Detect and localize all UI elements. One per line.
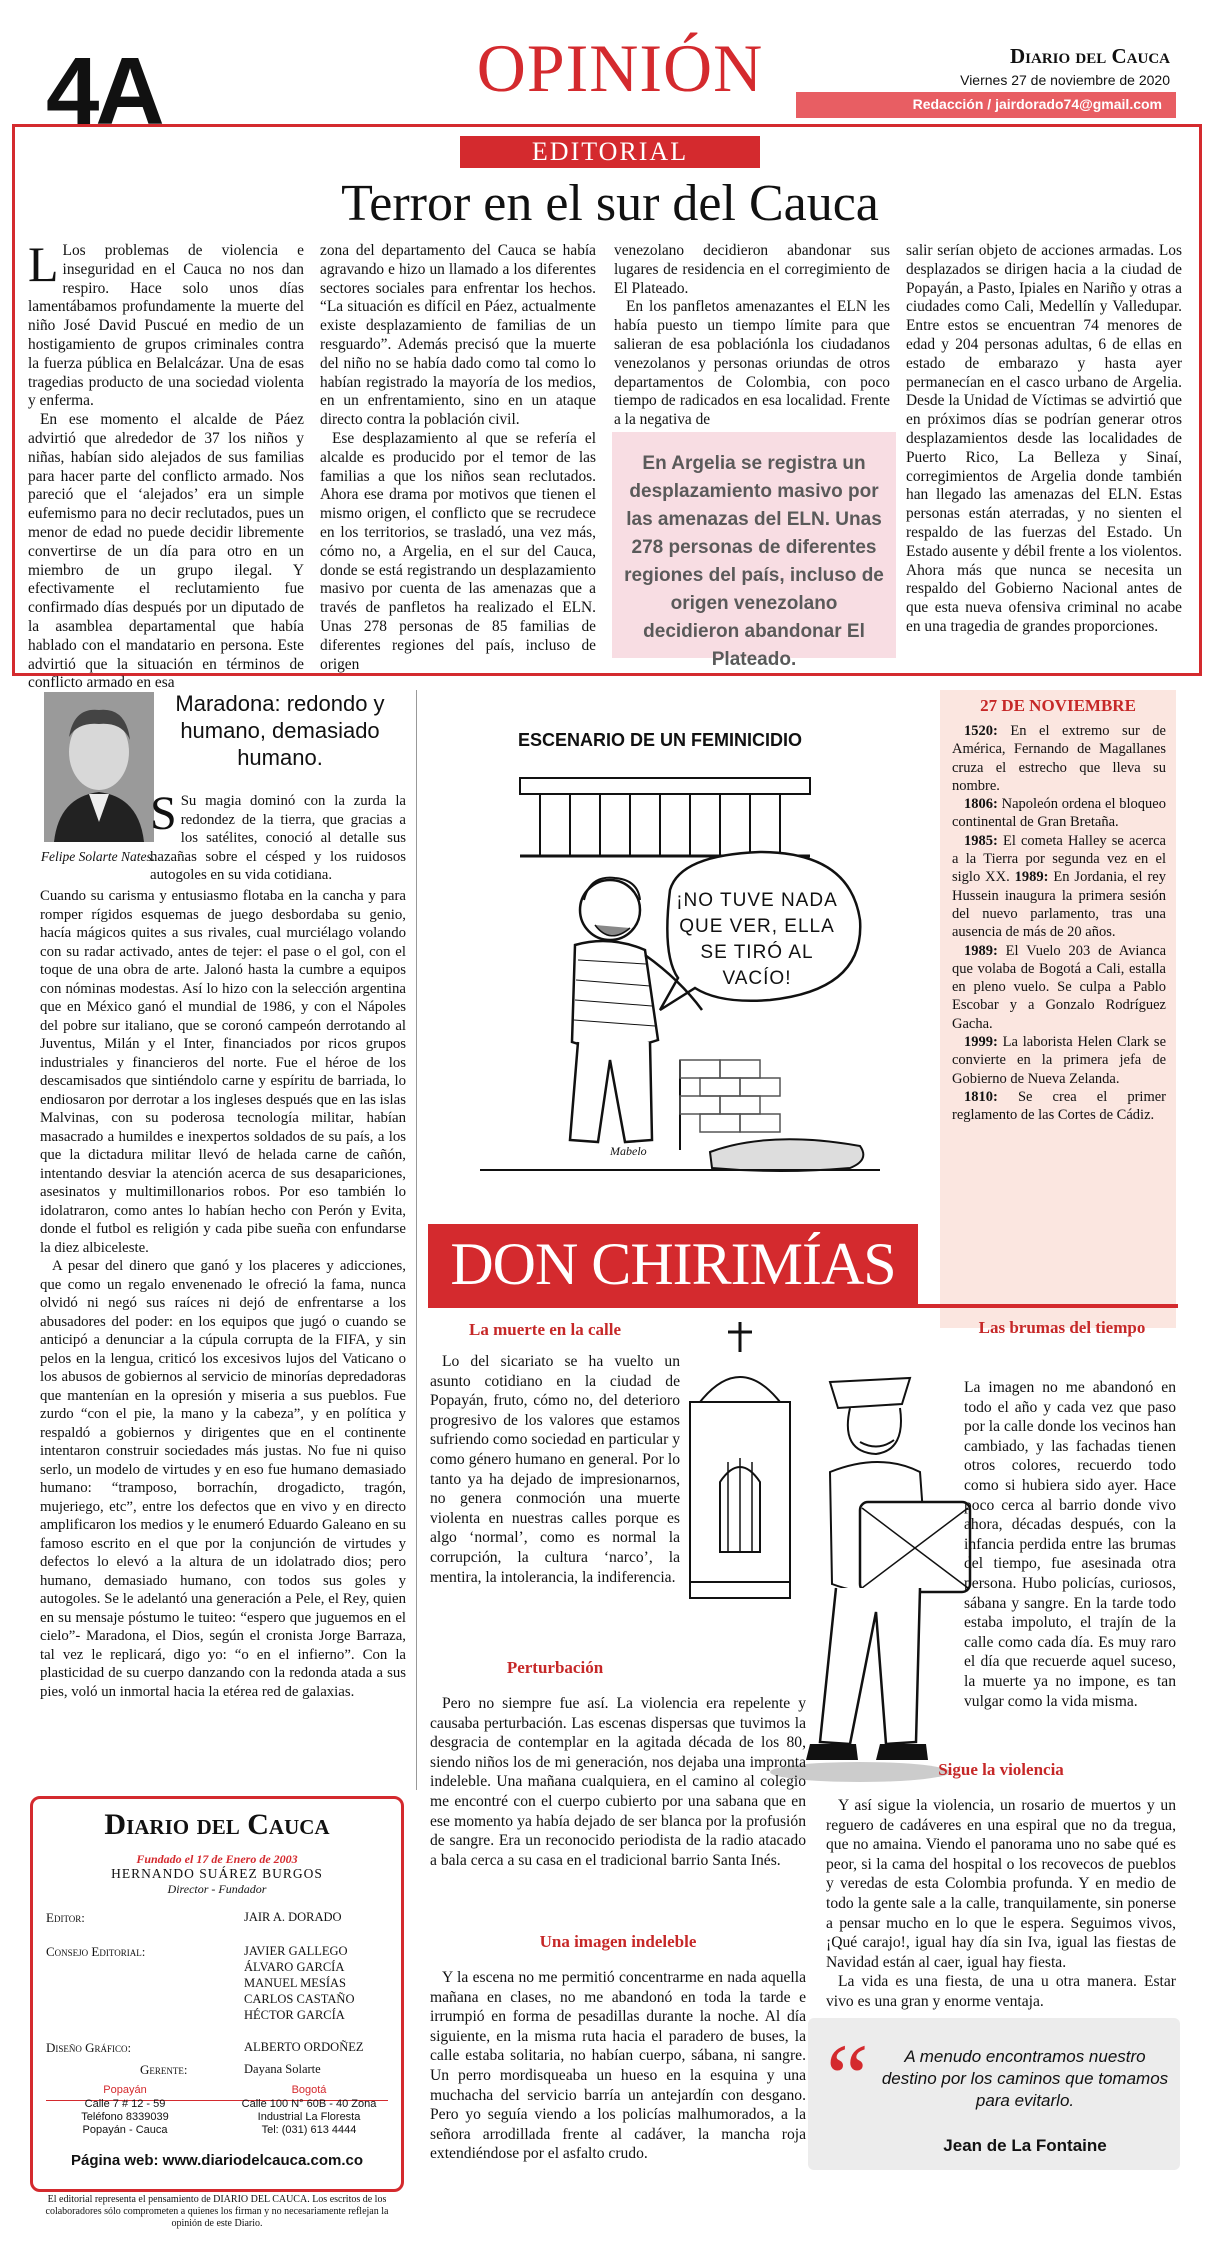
column-intro <box>150 787 406 888</box>
staff-board-member: CARLOS CASTAÑO <box>244 1992 355 2006</box>
section-body <box>430 1352 680 1587</box>
editorial-paragraph: En ese momento el alcalde de Páez advirtió que alrededor de 37 los niños y niñas, habían sido alejados de sus familias para hacer parte del conflicto armado. Nos pareció que el ‘alejados’ era un simple eufemismo para no decir reclutados, pues un menor de edad no puede decidir libremente convertirse de un día para otro en un miembro de un grupo ilegal. Y efectivamente el reclutamiento fue confirmado días después por un diputado de la asamblea departamental que había hablado con el mandatario en persona. Este advirtió que la situación en términos de conflicto armado en esa <box>28 411 304 692</box>
newspaper-name: Diario del Cauca <box>1009 44 1170 68</box>
editorial-title: Terror en el sur del Cauca <box>341 175 879 232</box>
section-paragraph: Lo del sicariato se ha vuelto un asunto cotidiano en la ciudad de Popayán, fruto, cómo no, del deterioro progresivo de los valores que estamos sufriendo como sociedad en particular y como género humano en general. Por lo tanto ya ha dejado de impresionarnos, no genera conmoción una muerte violenta en nuestras calles porque es algo ‘normal’, como es normal la corrupción, la cultura ‘narco’, la mentira, la intolerancia, la indiferencia. <box>430 1353 680 1586</box>
section-paragraph: La vida es una fiesta, de una u otra manera. Estar vivo es una gran y enorme ventaja. <box>826 1973 1176 2010</box>
cartoon-speech-bubble: ¡NO TUVE NADA QUE VER, ELLA SE TIRÓ AL VACÍO! <box>676 890 838 989</box>
staff-address-line: Teléfono 8339039 <box>81 2111 169 2123</box>
ephemeris-year: 1999: <box>964 1034 998 1051</box>
publication-date: Viernes 27 de noviembre de 2020 <box>960 72 1170 88</box>
editorial-paragraph: venezolano decidieron abandonar sus lugares de residencia en el corregimiento de El Plateado. <box>614 242 890 297</box>
ephemeris-year: 1989: <box>964 942 998 959</box>
ephemeris-item <box>952 942 1166 1033</box>
staff-board-member: JAVIER GALLEGO <box>244 1944 348 1958</box>
staff-disclaimer: El editorial representa el pensamiento de DIARIO DEL CAUCA. Los escritos de los colaboradores sólo comprometen a quienes los firman y no necesariamente reflejan la opinión de este Diario. <box>45 2194 389 2229</box>
ephemeris-text: En Jordania, el rey Hussein inaugura la primera sesión del nuevo parlamento, tras una ausencia de más de 20 años. <box>952 869 1166 941</box>
cartoon-caption: ESCENARIO DE UN FEMINICIDIO <box>517 730 803 750</box>
ephemeris-item <box>952 832 1166 942</box>
staff-address-line: Tel: (031) 613 4444 <box>261 2124 357 2136</box>
section-heading: Una imagen indeleble <box>539 1932 697 1951</box>
editorial-paragraph: zona del departamento del Cauca se había agravando e hizo un llamado a los diferentes sectores sociales para enfrentar los hechos. “La situación es difícil en Páez, actualmente existe desplazamiento de familias de un resguardo”. Además precisó que la muerte del niño no se había dado como tal como lo habían registrado la mayoría de los medios, en un enfrentamiento, sino en un ataque directo contra la población civil. <box>320 242 596 429</box>
ephemerides-title: 27 DE NOVIEMBRE <box>980 696 1136 715</box>
editorial-label: EDITORIAL <box>460 136 760 168</box>
section-heading: Perturbación <box>506 1658 604 1677</box>
section-heading: Las brumas del tiempo <box>978 1318 1146 1337</box>
staff-address-line: Industrial La Floresta <box>257 2111 361 2123</box>
page-number: 4A <box>46 38 161 145</box>
column-body <box>40 887 406 1785</box>
ephemeris-year: 1806: <box>964 796 998 813</box>
section-body <box>430 1968 806 2164</box>
staff-founder-role: Director - Fundador <box>167 1882 267 1896</box>
ephemeris-item <box>952 1033 1166 1088</box>
ephemeris-text: El Vuelo 203 de Avianca que volaba de Bogotá a Cali, estalla en pleno vuelo. Se culpa a Pablo Escobar y a Gonzalo Rodríguez Gacha. <box>952 942 1167 1032</box>
author-photo <box>44 692 154 842</box>
column-paragraph: Cuando su carisma y entusiasmo flotaba en la cancha y para romper rígidos esquemas de juego desbordaba su genio, hacía mágicos quites a sus rivales, cual murciélago volando con su radar activado, antes de tejer: el pase o el gol, con el toque de una obra de arte. Jalonó hasta la cumbre a equipos con nóminas modestas. Así lo hizo con la selección argentina que en México ganó el mundial de 1986, y con el Nápoles del pobre sur italiano, que se coronó campeón derrotando al Juventus, Milán y el Inter, financiados por ricos grupos industriales y financieros del norte. Fue el héroe de los descamisados que sintiéndolo carne y espíritu de barriada, lo endiosaron por derrotar a los ingleses después que en las islas Malvinas, con su poderosa tecnología militar, habían masacrado a humildes e inexpertos soldados de su país, a los que la dictadura militar llevó de helada carne de cañón, intentando desviar la atención acerca de sus desapariciones, asesinatos y multimillonarios robos. Por eso también lo idolatraron, como antes lo habían hecho con Perón y Evita, donde el futbol es religión y cada pibe sueña con enfundarse la diez albiceleste. <box>40 888 406 1256</box>
ephemeris-item <box>952 795 1166 832</box>
staff-city-popayan: Popayán <box>103 2084 147 2096</box>
section-title: OPINIÓN <box>476 30 764 106</box>
editorial-column-2 <box>320 242 596 673</box>
ephemeris-text: La laborista Helen Clark se convierte en la primera jefa de Gobierno de Nueva Zelanda. <box>952 1034 1167 1087</box>
column-divider <box>416 690 417 1790</box>
section-body <box>430 1694 806 1870</box>
staff-newspaper-name: Diario del Cauca <box>104 1808 330 1841</box>
editorial-column-3 <box>614 242 890 429</box>
staff-address-line: Calle 100 N° 60B - 40 Zona <box>241 2098 377 2110</box>
cartoon-signature: Mabelo <box>610 1144 647 1158</box>
column-paragraph: A pesar del dinero que ganó y los placeres y adicciones, que como un regalo envenenado le ofreció la fama, nunca olvidó ni negó sus raíces ni dejó de enfrentarse a los abusadores del poder: en los equipos que jugó o cuando se anticipó a denunciar a la cúpula corrupta de la FIFA, y sin pelos en la lengua, criticó los excesivos lujos del Vaticano o los abusos de gobiernos al servicio de minorías depredadoras que mantenían en la opresión y miseria a sus pueblos. Fue zurdo “con el pie, la mano y la cabeza”, y en política y respaldó a gobiernos y dirigentes que en el continente intentaron construir sociedades más justas. No fue ni quiso serlo, un modelo de virtudes y en eso fue humano demasiado humano: “tramposo, borrachín, drogadicto, tragón, mujeriego, etc”, entre los defectos que en vivo y en directo amplificaron los medios y le enumeró Eduardo Galeano en su famoso escrito en el que por la conjunción de virtudes y defectos lo elevó a la altura de un idolatrado dios; pero humano, demasiado humano, con todos sus goles y autogoles. Se le adelantó una generación a Pele, el Rey, quien en su mensaje póstumo le tuiteo: “espero que juguemos en el cielo”- Maradona, el Dios, según el cronista Jorge Barraza, tal vez le replicará, digo yo: “o en el infierno”. Con la plasticidad de su cuerpo danzando con la redonda atada a sus pies, voló un inmortal hacia la etérea red de galaxias. <box>40 1258 406 1700</box>
intro-text: Su magia dominó con la zurda la redondez de la tierra, que gracias a los satélites, conoció al detalle sus hazañas sobre el césped y los ruidosos autogoles en su vida cotidiana. <box>150 793 406 883</box>
ephemeris-year: 1810: <box>964 1088 998 1105</box>
staff-board-member: HÉCTOR GARCÍA <box>244 2008 345 2022</box>
editorial-paragraph: salir serían objeto de acciones armadas. Los desplazados se dirigen hacia a la ciudad de Popayán, a Pasto, Ipiales en Nariño y otras a ciudades como Cali, Medellín y Valledupar. Entre estos se encuentran 74 menores de edad y 204 personas adultas, 6 de ellas en estado de embarazo y hasta ayer permanecían en el casco urbano de Argelia. Desde la Unidad de Víctimas se advirtió que en próximos días se podrían generar otros desplazamientos desde las localidades de Puerto Rico, La Belleza y Sinaí, corregimientos de Argelia donde también han llegado las amenazas del ELN. Estas personas están aterradas, y no sienten el respaldo de las fuerzas del Estado. Un Estado ausente y débil frente a los violentos. Ahora más que nunca se necesita un respaldo del Gobierno Nacional antes de que esta nueva ofensiva criminal no acabe en una tragedia de grandes proporciones. <box>906 242 1182 635</box>
staff-board-label: Consejo Editorial: <box>46 1944 146 1959</box>
staff-board-member: ÁLVARO GARCÍA <box>244 1960 345 1974</box>
don-chirimias-title: DON CHIRIMÍAS <box>450 1231 896 1297</box>
drop-cap: S <box>150 787 177 840</box>
staff-editor-label: Editor: <box>46 1910 85 1925</box>
author-portrait-icon <box>44 692 154 842</box>
section-heading: La muerte en la calle <box>468 1320 621 1339</box>
author-name: Felipe Solarte Nates. <box>40 849 156 864</box>
ephemeris-text: Se crea el primer reglamento de las Cortes de Cádiz. <box>952 1088 1166 1124</box>
ephemeris-year: 1985: <box>964 832 998 849</box>
ephemerides-list <box>952 722 1166 1125</box>
section-heading: Sigue la violencia <box>938 1760 1064 1779</box>
ephemeris-text: En el extremo sur de América, Fernando de Magallanes cruza el estrecho que lleva su nombre. <box>952 723 1166 794</box>
staff-manager-label: Gerente: <box>140 2062 188 2077</box>
section-body <box>826 1378 1176 1711</box>
quote-mark-icon: “ <box>826 2024 869 2131</box>
section-paragraph: Y la escena no me permitió concentrarme en nada aquella mañana en clases, no me abandonó en toda la tarde e irrumpió en forma de pesadillas durante la noche. Al día siguiente, en la misma ruta hacia el paradero de buses, la calle estaba solitaria, no habían cuerpo, sábana, ni sangre. Un perro mordisqueaba un hueso en la esquina y una muchacha del servicio barría un antejardín con desgano. Pero yo seguía viendo a los policías malhumorados, a la señora arrodillada frente al cadáver, la mancha roja extendiéndose por el asfalto crudo. <box>430 1969 806 2163</box>
staff-address-line: Calle 7 # 12 - 59 <box>84 2098 166 2110</box>
editorial-column-1 <box>28 236 304 692</box>
ephemeris-item <box>952 722 1166 795</box>
staff-board-member: MANUEL MESÍAS <box>244 1976 346 1990</box>
quote-author: Jean de La Fontaine <box>943 2136 1107 2155</box>
editorial-column-4 <box>906 242 1182 666</box>
section-body <box>826 1796 1176 2012</box>
section-paragraph: La imagen no me abandonó en todo el año y cada vez que paso por la calle donde los vecinos han cambiado, y las fachadas tienen otros colores, recuerdo todo como si hubiera sido ayer. Hace poco cerca al barrio donde vivo ahora, décadas después, con la infancia perdida entre las brumas del tiempo, fue asesinada otra persona. Hubo policías, curiosos, sábana y sangre. En la tarde todo estaba impoluto, el trajín de la calle como cada día. Es muy raro el día que recuerde aquel suceso, la muerte ya no impone, es tan vulgar como la vida misma. <box>964 1379 1176 1710</box>
ephemeris-text: Napoleón ordena el bloqueo continental de Gran Bretaña. <box>952 796 1166 831</box>
ephemeris-year: 1520: <box>964 723 998 739</box>
ephemeris-text: El cometa Halley se acerca a la Tierra por segunda vez en el siglo XX. <box>952 832 1166 886</box>
staff-manager: Dayana Solarte <box>244 2062 321 2076</box>
ephemeris-item <box>952 1088 1166 1125</box>
staff-website: Página web: www.diariodelcauca.com.co <box>70 2152 364 2169</box>
staff-founded: Fundado el 17 de Enero de 2003 <box>136 1852 298 1866</box>
don-chirimias-rule <box>428 1304 1178 1308</box>
staff-address-line: Popayán - Cauca <box>82 2124 168 2136</box>
staff-design-label: Diseño Gráfico: <box>46 2040 132 2055</box>
editorial-paragraph: En los panfletos amenazantes el ELN les había puesto un tiempo límite para que salieran de esa poblaciónla los ciudadanos venezolanos y personas oriundas de otros departamentos de Colombia, con poco tiempo de radicados en esa localidad. Frente a la negativa de <box>614 298 890 429</box>
editorial-pull-quote: En Argelia se registra un desplazamiento masivo por las amenazas del ELN. Unas 278 personas de diferentes regiones del país, incluso de origen venezolano decidieron abandonar El Plateado. <box>612 432 896 658</box>
staff-founder: HERNANDO SUÁREZ BURGOS <box>111 1866 323 1881</box>
ephemeris-year: 1989: <box>1014 869 1049 886</box>
drop-cap: L <box>28 236 59 292</box>
staff-editor: JAIR A. DORADO <box>244 1910 342 1924</box>
editorial-paragraph: Ese desplazamiento al que se refería el alcalde es producido por el temor de las familias a que los niños sean reclutados. Ahora ese drama por motivos que tienen el mismo origen, el conflicto que se recrudece en los territorios, se trasladó, una vez más, cómo no, a Argelia, en el sur del Cauca, donde se está registrando un desplazamiento masivo por cuenta de las amenazas que a través de panfletos ha realizado el ELN. Unas 278 personas de 85 familias de diferentes regiones del país, incluso de origen <box>320 429 596 673</box>
editorial-paragraph: Los problemas de violencia e inseguridad en el Cauca no nos dan respiro. Hace solo unos días lamentábamos profundamente la muerte del niño José David Puscué en medio de un hostigamiento de grupos criminales contra la fuerza pública en Belalcázar. Una de esas tragedias producto de una sociedad violenta y enferma. <box>28 242 304 410</box>
section-paragraph: Y así sigue la violencia, un rosario de muertos y un reguero de cadáveres en una espiral que no da tregua, que no amaina. Viendo el panorama uno no sabe qué es peor, si la cama del hospital o los recovecos de pueblos y veredas de esta Colombia profunda. Y en medio de todo la gente sale a la calle, tranquilamente, sin ponerse a pensar mucho en lo que le espera. Seguimos vivos, ¡Qué carajo!, igual hay día sin Iva, igual las fiestas de Navidad están al caer, igual hay fiesta. <box>826 1797 1176 1971</box>
staff-city-bogota: Bogotá <box>291 2084 327 2096</box>
section-paragraph: Pero no siempre fue así. La violencia era repelente y causaba perturbación. Las escenas dispersas que tuvimos la desgracia de contemplar en la agitada década de los 80, siendo niños los de mi generación, nos dejaba una impronta indeleble. Una mañana cualquiera, en el camino al colegio me encontré con el cuerpo cubierto por una sabana que en ese momento ya había dejado de ser blanca por la profusión de sangre. Era un reconocido periodista de la radio atacado a bala cerca a su casa en el tradicional barrio Santa Inés. <box>430 1695 806 1869</box>
contact-bar: Redacción / jairdorado74@gmail.com <box>796 92 1176 118</box>
column-title: Maradona: redondo y humano, demasiado humano. <box>175 691 385 770</box>
staff-designer: ALBERTO ORDOÑEZ <box>244 2040 364 2054</box>
quote-text: A menudo encontramos nuestro destino por los caminos que tomamos para evitarlo. <box>881 2047 1169 2110</box>
